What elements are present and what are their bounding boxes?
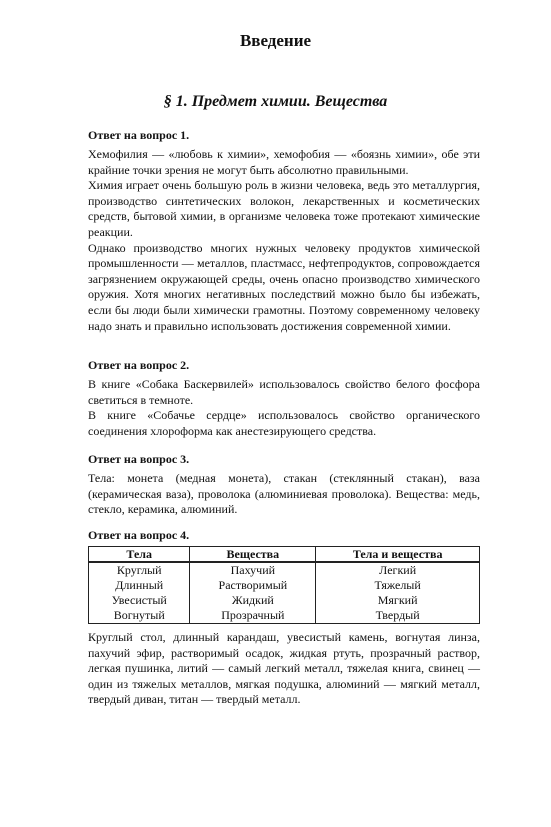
table-cell: Жидкий — [190, 593, 316, 608]
answer-1 — [88, 128, 480, 334]
table-cell: Прозрачный — [190, 608, 316, 624]
answer-2-paragraph-2: В книге «Собачье сердце» использовалось свойство органического соединения хлороформа как анестезирующего средства. — [88, 408, 480, 438]
table-header-row — [89, 547, 480, 563]
table-header-cell: Тела — [89, 547, 190, 563]
answer-3 — [88, 452, 480, 518]
answer-3-heading: Ответ на вопрос 3. — [88, 452, 190, 466]
table-cell: Мягкий — [316, 593, 480, 608]
section-title: § 1. Предмет химии. Вещества — [163, 93, 388, 110]
table-header-cell: Вещества — [190, 547, 316, 563]
answer-4-text — [88, 630, 480, 708]
table-cell: Растворимый — [190, 578, 316, 593]
answer-2 — [88, 358, 480, 439]
table-cell: Тяжелый — [316, 578, 480, 593]
table-row — [89, 593, 480, 608]
chapter-title: Введение — [239, 31, 312, 50]
answer-1-paragraph-3: Однако производство многих нужных человеку продуктов химической промышленности — металлов, пластмасс, нефтепродуктов, сопровождается загрязнением окружающей среды, очень опасно производство химического оружия. Хотя многих негативных последствий можно было бы избежать, если бы люди были химически грамотны. Поэтому современному человеку надо знать и правильно использовать достижения современной химии. — [88, 240, 480, 333]
table-cell: Вогнутый — [89, 608, 190, 624]
answer-4-heading: Ответ на вопрос 4. — [88, 528, 190, 542]
table-header-cell: Тела и вещества — [316, 547, 480, 563]
table-cell: Твердый — [316, 608, 480, 624]
properties-table — [88, 546, 480, 624]
table-cell: Увесистый — [89, 593, 190, 608]
table-cell: Длинный — [89, 578, 190, 593]
answer-1-paragraph-2: Химия играет очень большую роль в жизни человека, ведь это металлургия, производство синтетических волокон, лекарственных и косметических средств, бытовой химии, в организме человека тоже протекают химические реакции. — [88, 178, 480, 239]
answer-4-paragraph: Круглый стол, длинный карандаш, увесистый камень, вогнутая линза, пахучий эфир, растворимый осадок, жидкая ртуть, прозрачный раствор, легкая пушинка, литий — самый легкий металл, тяжелая книга, свинец — один из тяжелых металлов, мягкая подушка, алюминий — мягкий металл, твердый диван, титан — твердый металл. — [88, 630, 480, 707]
answer-3-paragraph-1: Тела: монета (медная монета), стакан (стеклянный стакан), ваза (керамическая ваза), проволока (алюминиевая проволока). Вещества: медь, стекло, керамика, алюминий. — [88, 471, 480, 517]
answer-4-heading-block — [88, 528, 480, 547]
table-cell: Круглый — [89, 562, 190, 578]
answer-1-heading: Ответ на вопрос 1. — [88, 128, 190, 142]
answer-1-paragraph-1: Хемофилия — «любовь к химии», хемофобия — «боязнь химии», обе эти крайние точки зрения не могут быть абсолютно правильными. — [88, 147, 480, 177]
table-row — [89, 562, 480, 578]
table-row — [89, 578, 480, 593]
answer-2-heading: Ответ на вопрос 2. — [88, 358, 190, 372]
answer-2-paragraph-1: В книге «Собака Баскервилей» использовалось свойство белого фосфора светиться в темноте. — [88, 377, 480, 407]
table-cell: Пахучий — [190, 562, 316, 578]
table-cell: Легкий — [316, 562, 480, 578]
table-row — [89, 608, 480, 624]
